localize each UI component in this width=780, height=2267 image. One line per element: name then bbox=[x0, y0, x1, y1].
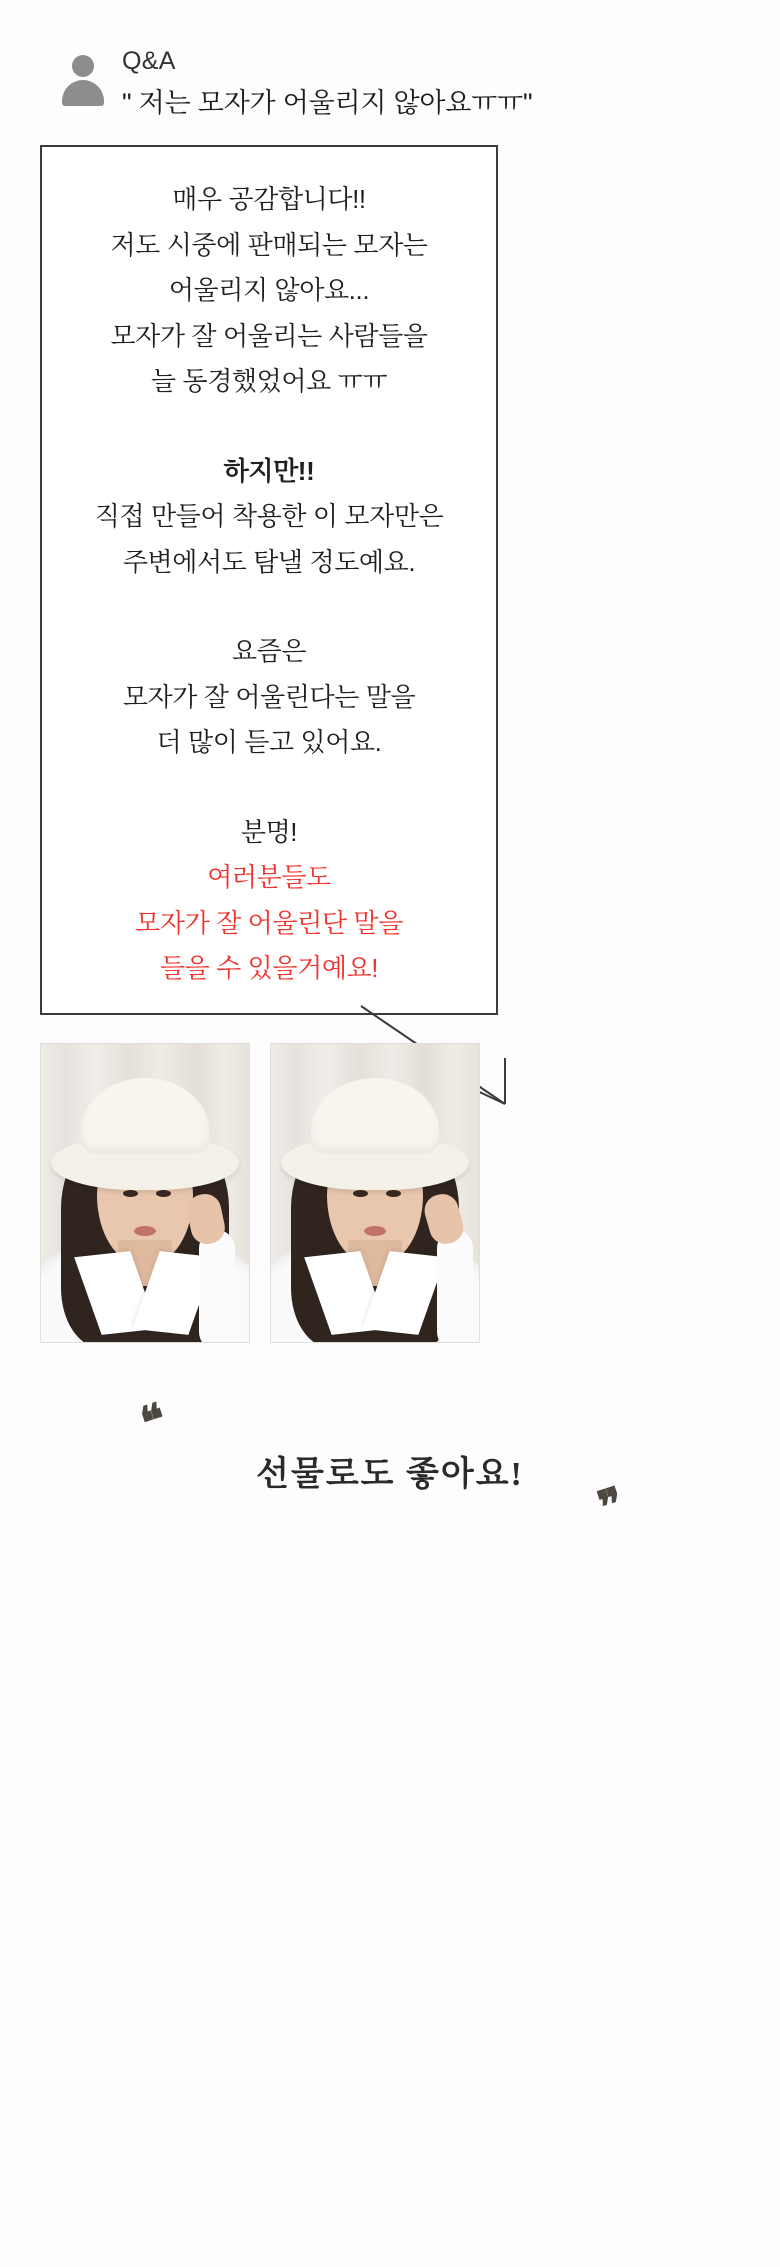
answer-paragraph bbox=[66, 449, 472, 586]
photo-arm bbox=[199, 1230, 235, 1343]
photo-row bbox=[40, 1043, 740, 1343]
answer-speech-bubble bbox=[40, 145, 498, 1015]
photo-mouth bbox=[364, 1226, 386, 1236]
quote-open-icon: ❝ bbox=[135, 1394, 173, 1449]
answer-line: 분명! bbox=[240, 816, 298, 847]
product-photo-2 bbox=[270, 1043, 480, 1343]
qa-header bbox=[60, 45, 532, 123]
photo-eye-right bbox=[386, 1190, 401, 1197]
user-avatar-icon bbox=[60, 53, 106, 113]
footer-caption-area bbox=[0, 1388, 780, 1588]
answer-line: 주변에서도 탐낼 정도예요. bbox=[122, 546, 416, 577]
answer-line: 요즘은 bbox=[231, 636, 307, 666]
answer-line-emphasis: 하지만!! bbox=[223, 455, 315, 486]
answer-line: 모자가 잘 어울린다는 말을 bbox=[122, 681, 416, 712]
answer-line: 늘 동경했었어요 ㅠㅠ bbox=[150, 366, 388, 396]
answer-line: 더 많이 듣고 있어요. bbox=[156, 727, 382, 757]
answer-line: 저도 시중에 판매되는 모자는 bbox=[110, 229, 428, 260]
answer-paragraph bbox=[66, 629, 472, 766]
photo-arm bbox=[437, 1230, 473, 1343]
qa-header-text bbox=[122, 45, 532, 123]
quote-close-icon: ❞ bbox=[593, 1478, 631, 1533]
answer-line-accent: 모자가 잘 어울린단 말을 bbox=[135, 907, 403, 938]
qa-question: " 저는 모자가 어울리지 않아요ㅠㅠ" bbox=[122, 87, 533, 118]
photo-mouth bbox=[134, 1226, 156, 1236]
avatar-head bbox=[72, 55, 94, 77]
answer-line: 모자가 잘 어울리는 사람들을 bbox=[110, 320, 428, 351]
answer-line: 직접 만들어 착용한 이 모자만은 bbox=[94, 501, 444, 531]
answer-body bbox=[42, 147, 496, 992]
answer-paragraph bbox=[66, 810, 472, 992]
answer-line: 매우 공감합니다!! bbox=[172, 184, 366, 214]
avatar-body bbox=[62, 80, 104, 106]
footer-caption: 선물로도 좋아요! bbox=[256, 1456, 524, 1493]
product-photo-1 bbox=[40, 1043, 250, 1343]
photo-eye-left bbox=[123, 1190, 138, 1197]
answer-paragraph bbox=[66, 177, 472, 405]
answer-line-accent: 들을 수 있을거예요! bbox=[159, 953, 379, 983]
photo-eye-left bbox=[353, 1190, 368, 1197]
answer-line: 어울리지 않아요... bbox=[168, 275, 370, 305]
answer-line-accent: 여러분들도 bbox=[207, 862, 331, 892]
photo-eye-right bbox=[156, 1190, 171, 1197]
qa-label: Q&A bbox=[122, 47, 176, 75]
